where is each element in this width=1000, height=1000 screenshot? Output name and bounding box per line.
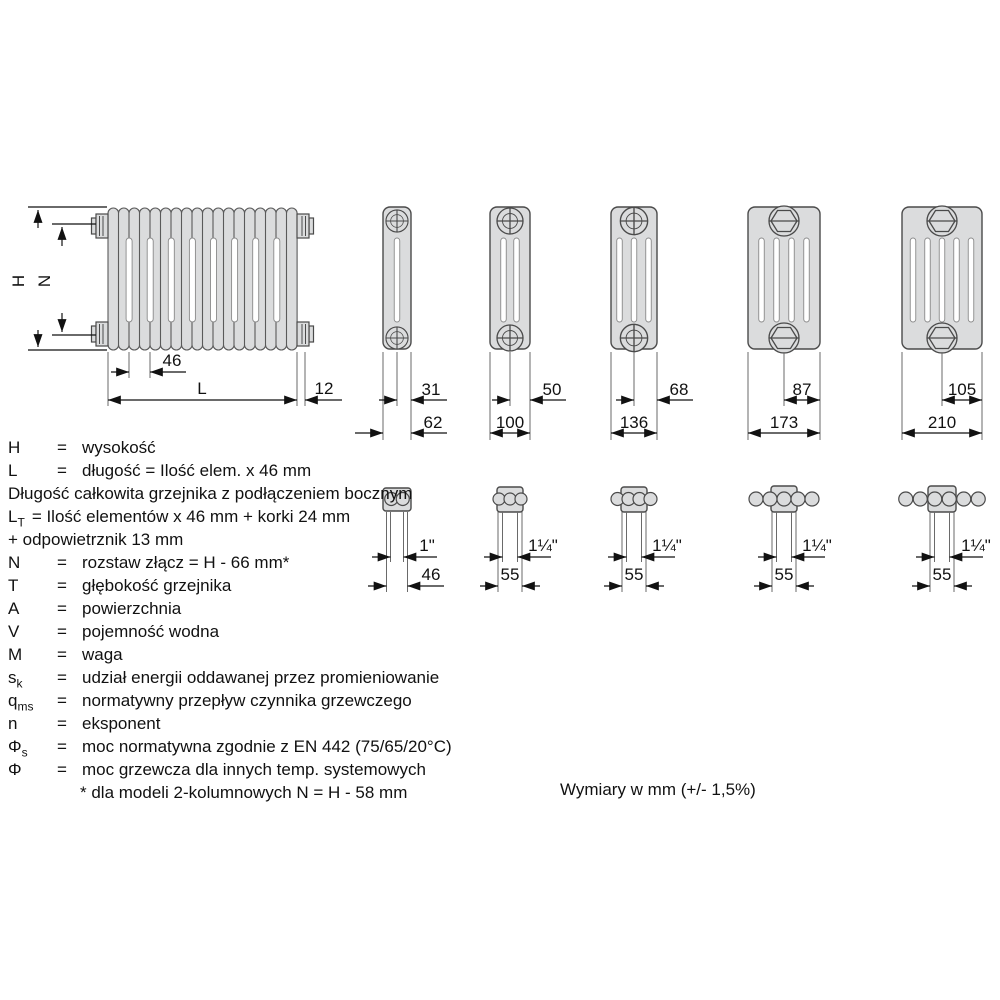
plug-icon	[386, 210, 408, 232]
column-gap-slot	[774, 238, 780, 322]
pipe-size-value: 1¼"	[802, 536, 832, 555]
legend-symbol: M	[8, 645, 23, 664]
column-gap-slot	[939, 238, 945, 322]
pitch-value: 55	[774, 565, 794, 584]
legend-row-phi: Φ = moc grzewcza dla innych temp. systemowych	[8, 759, 426, 786]
legend-symbol: L	[8, 461, 18, 480]
legend-row-qms: $q_{ms}$ = normatywny przepływ czynnika grzewczego	[8, 690, 412, 717]
length-dimensions	[108, 351, 342, 406]
legend-desc: moc normatywna zgodnie z EN 442 (75/65/20°C)	[82, 737, 452, 756]
front-view	[9, 207, 342, 406]
pipe-size-value: 1¼"	[528, 536, 558, 555]
dimensions-note: Wymiary w mm (+/- 1,5%)	[560, 780, 756, 799]
plug-icon	[497, 325, 523, 351]
legend-desc: = Ilość elementów x 46 mm + korki 24 mm	[31, 507, 351, 526]
column-gap-slot	[968, 238, 974, 322]
legend-desc: długość = Ilość elem. x 46 mm	[82, 461, 312, 480]
legend-desc: rozstaw złącz = H - 66 mm*	[82, 553, 290, 572]
pitch-value: 55	[932, 565, 952, 584]
legend-row-A: A = powierzchnia	[8, 598, 181, 625]
legend-symbol: N	[8, 553, 21, 572]
legend-desc: waga	[82, 645, 123, 664]
side-view-3col	[490, 207, 566, 440]
column-gap-slot	[501, 238, 507, 322]
pipe-size-value: 1¼"	[652, 536, 682, 555]
legend-row-T: T = głębokość grzejnika	[8, 575, 231, 602]
element-gap-slot	[232, 238, 238, 322]
column-tube-section	[749, 492, 763, 506]
legend-symbol: V	[8, 622, 20, 641]
legend-symbol: $q_{ms}$	[8, 691, 34, 714]
pitch-value: 46	[421, 565, 441, 584]
pitch-value: 55	[624, 565, 644, 584]
column-gap-slot	[954, 238, 960, 322]
legend-desc: normatywny przepływ czynnika grzewczego	[82, 691, 412, 710]
column-tube-section	[777, 492, 791, 506]
end-extra-value: 12	[314, 379, 334, 398]
column-gap-slot	[789, 238, 795, 322]
side-plug	[297, 214, 314, 238]
half-depth-value: 68	[669, 380, 689, 399]
plug-icon	[927, 206, 957, 236]
half-depth-value: 31	[421, 380, 441, 399]
column-tube-section	[644, 493, 657, 506]
column-tube-section	[763, 492, 777, 506]
depth-value: 173	[769, 413, 799, 432]
half-depth-value: 50	[542, 380, 562, 399]
top-view-3col	[480, 487, 558, 592]
top-view-4col	[604, 487, 682, 592]
side-plug	[92, 322, 109, 346]
half-depth-value: 87	[792, 380, 812, 399]
column-tube-section	[805, 492, 819, 506]
half-depth-value: 105	[947, 380, 977, 399]
column-gap-slot	[617, 238, 623, 322]
legend-desc: Długość całkowita grzejnika z podłączeniem bocznym	[8, 484, 413, 503]
side-view-2col	[355, 207, 447, 440]
column-gap-slot	[925, 238, 931, 322]
column-tube-section	[791, 492, 805, 506]
side-view-6col	[902, 206, 982, 440]
pipe-size-value: 1"	[419, 536, 435, 555]
legend-row-H: H = wysokość	[8, 437, 156, 464]
legend-desc: eksponent	[82, 714, 161, 733]
side-plug	[92, 214, 109, 238]
plug-icon	[620, 324, 647, 351]
column-tube-section	[971, 492, 985, 506]
element-gap-slot	[147, 238, 153, 322]
side-plug	[297, 322, 314, 346]
plug-icon	[620, 207, 647, 234]
legend-symbol: $L_T$	[8, 507, 25, 530]
legend-row-total-length	[8, 483, 412, 504]
legend-row-V: V = pojemność wodna	[8, 621, 219, 648]
column-gap-slot	[631, 238, 637, 322]
legend-symbol: n	[8, 714, 18, 733]
plug-icon	[769, 206, 799, 236]
column-gap-slot	[646, 238, 652, 322]
pitch-value: 55	[500, 565, 520, 584]
plug-icon	[386, 327, 408, 349]
legend-symbol: $s_k$	[8, 668, 23, 691]
element-gap-slot	[126, 238, 132, 322]
side-view-4col	[611, 207, 693, 440]
legend-desc: wysokość	[82, 438, 156, 457]
top-view-6col	[899, 486, 991, 592]
column-tube-section	[913, 492, 927, 506]
legend-desc: powierzchnia	[82, 599, 182, 618]
length-label: L	[197, 379, 207, 398]
legend-row-L: L = długość = Ilość elem. x 46 mm	[8, 460, 311, 487]
depth-value: 100	[495, 413, 525, 432]
plug-icon	[927, 323, 957, 353]
column-tube-section	[515, 493, 527, 505]
depth-value: 210	[927, 413, 957, 432]
front-radiator-tubes	[108, 208, 297, 350]
legend-row-M: M = waga	[8, 644, 123, 671]
element-gap-slot	[168, 238, 174, 322]
legend-desc: moc grzewcza dla innych temp. systemowych	[82, 760, 426, 779]
element-gap-slot	[189, 238, 195, 322]
element-gap-slot	[274, 238, 280, 322]
legend-symbol: H	[8, 438, 21, 457]
element-gap-slot	[211, 238, 217, 322]
plug-icon	[769, 323, 799, 353]
legend-row-phi-s: $\Phi_s$ = moc normatywna zgodnie z EN 442 (75/65/20°C)	[8, 736, 452, 763]
legend-desc: * dla modeli 2-kolumnowych N = H - 58 mm	[80, 783, 408, 802]
legend-row-n: n = eksponent	[8, 713, 160, 740]
legend-desc: głębokość grzejnika	[82, 576, 232, 595]
legend-symbol: Φ	[8, 760, 22, 779]
top-view-5col	[749, 486, 832, 592]
radiator-tube	[287, 208, 298, 350]
plug-icon	[497, 208, 523, 234]
height-label: H	[9, 274, 28, 288]
legend-row-sk: $s_k$ = udział energii oddawanej przez promieniowanie	[8, 667, 439, 694]
element-width-value: 46	[162, 351, 182, 370]
depth-value: 62	[423, 413, 443, 432]
column-tube-section	[928, 492, 942, 506]
legend-symbol: A	[8, 599, 20, 618]
column-gap-slot	[759, 238, 765, 322]
legend-row-vent	[8, 529, 183, 550]
column-tube-section	[493, 493, 505, 505]
column-gap-slot	[514, 238, 520, 322]
legend-desc: + odpowietrznik 13 mm	[8, 530, 184, 549]
column-gap-slot	[804, 238, 810, 322]
column-gap-slot	[910, 238, 916, 322]
column-tube-section	[504, 493, 516, 505]
element-gap-slot	[253, 238, 259, 322]
legend-symbol: T	[8, 576, 19, 595]
column-tube-section	[942, 492, 956, 506]
legend-desc: udział energii oddawanej przez promieniowanie	[82, 668, 440, 687]
column-tube-section	[957, 492, 971, 506]
legend-row-footnote	[8, 782, 407, 803]
column-tube-section	[899, 492, 913, 506]
node-spacing-label: N	[35, 274, 54, 288]
side-view-5col	[748, 206, 820, 440]
depth-value: 136	[619, 413, 649, 432]
legend-desc: pojemność wodna	[82, 622, 220, 641]
legend-symbol: $\Phi_s$	[8, 737, 28, 760]
pipe-size-value: 1¼"	[961, 536, 991, 555]
column-gap-slot	[394, 238, 400, 322]
radiator-tube	[108, 208, 119, 350]
legend-row-N: N = rozstaw złącz = H - 66 mm*	[8, 552, 289, 579]
